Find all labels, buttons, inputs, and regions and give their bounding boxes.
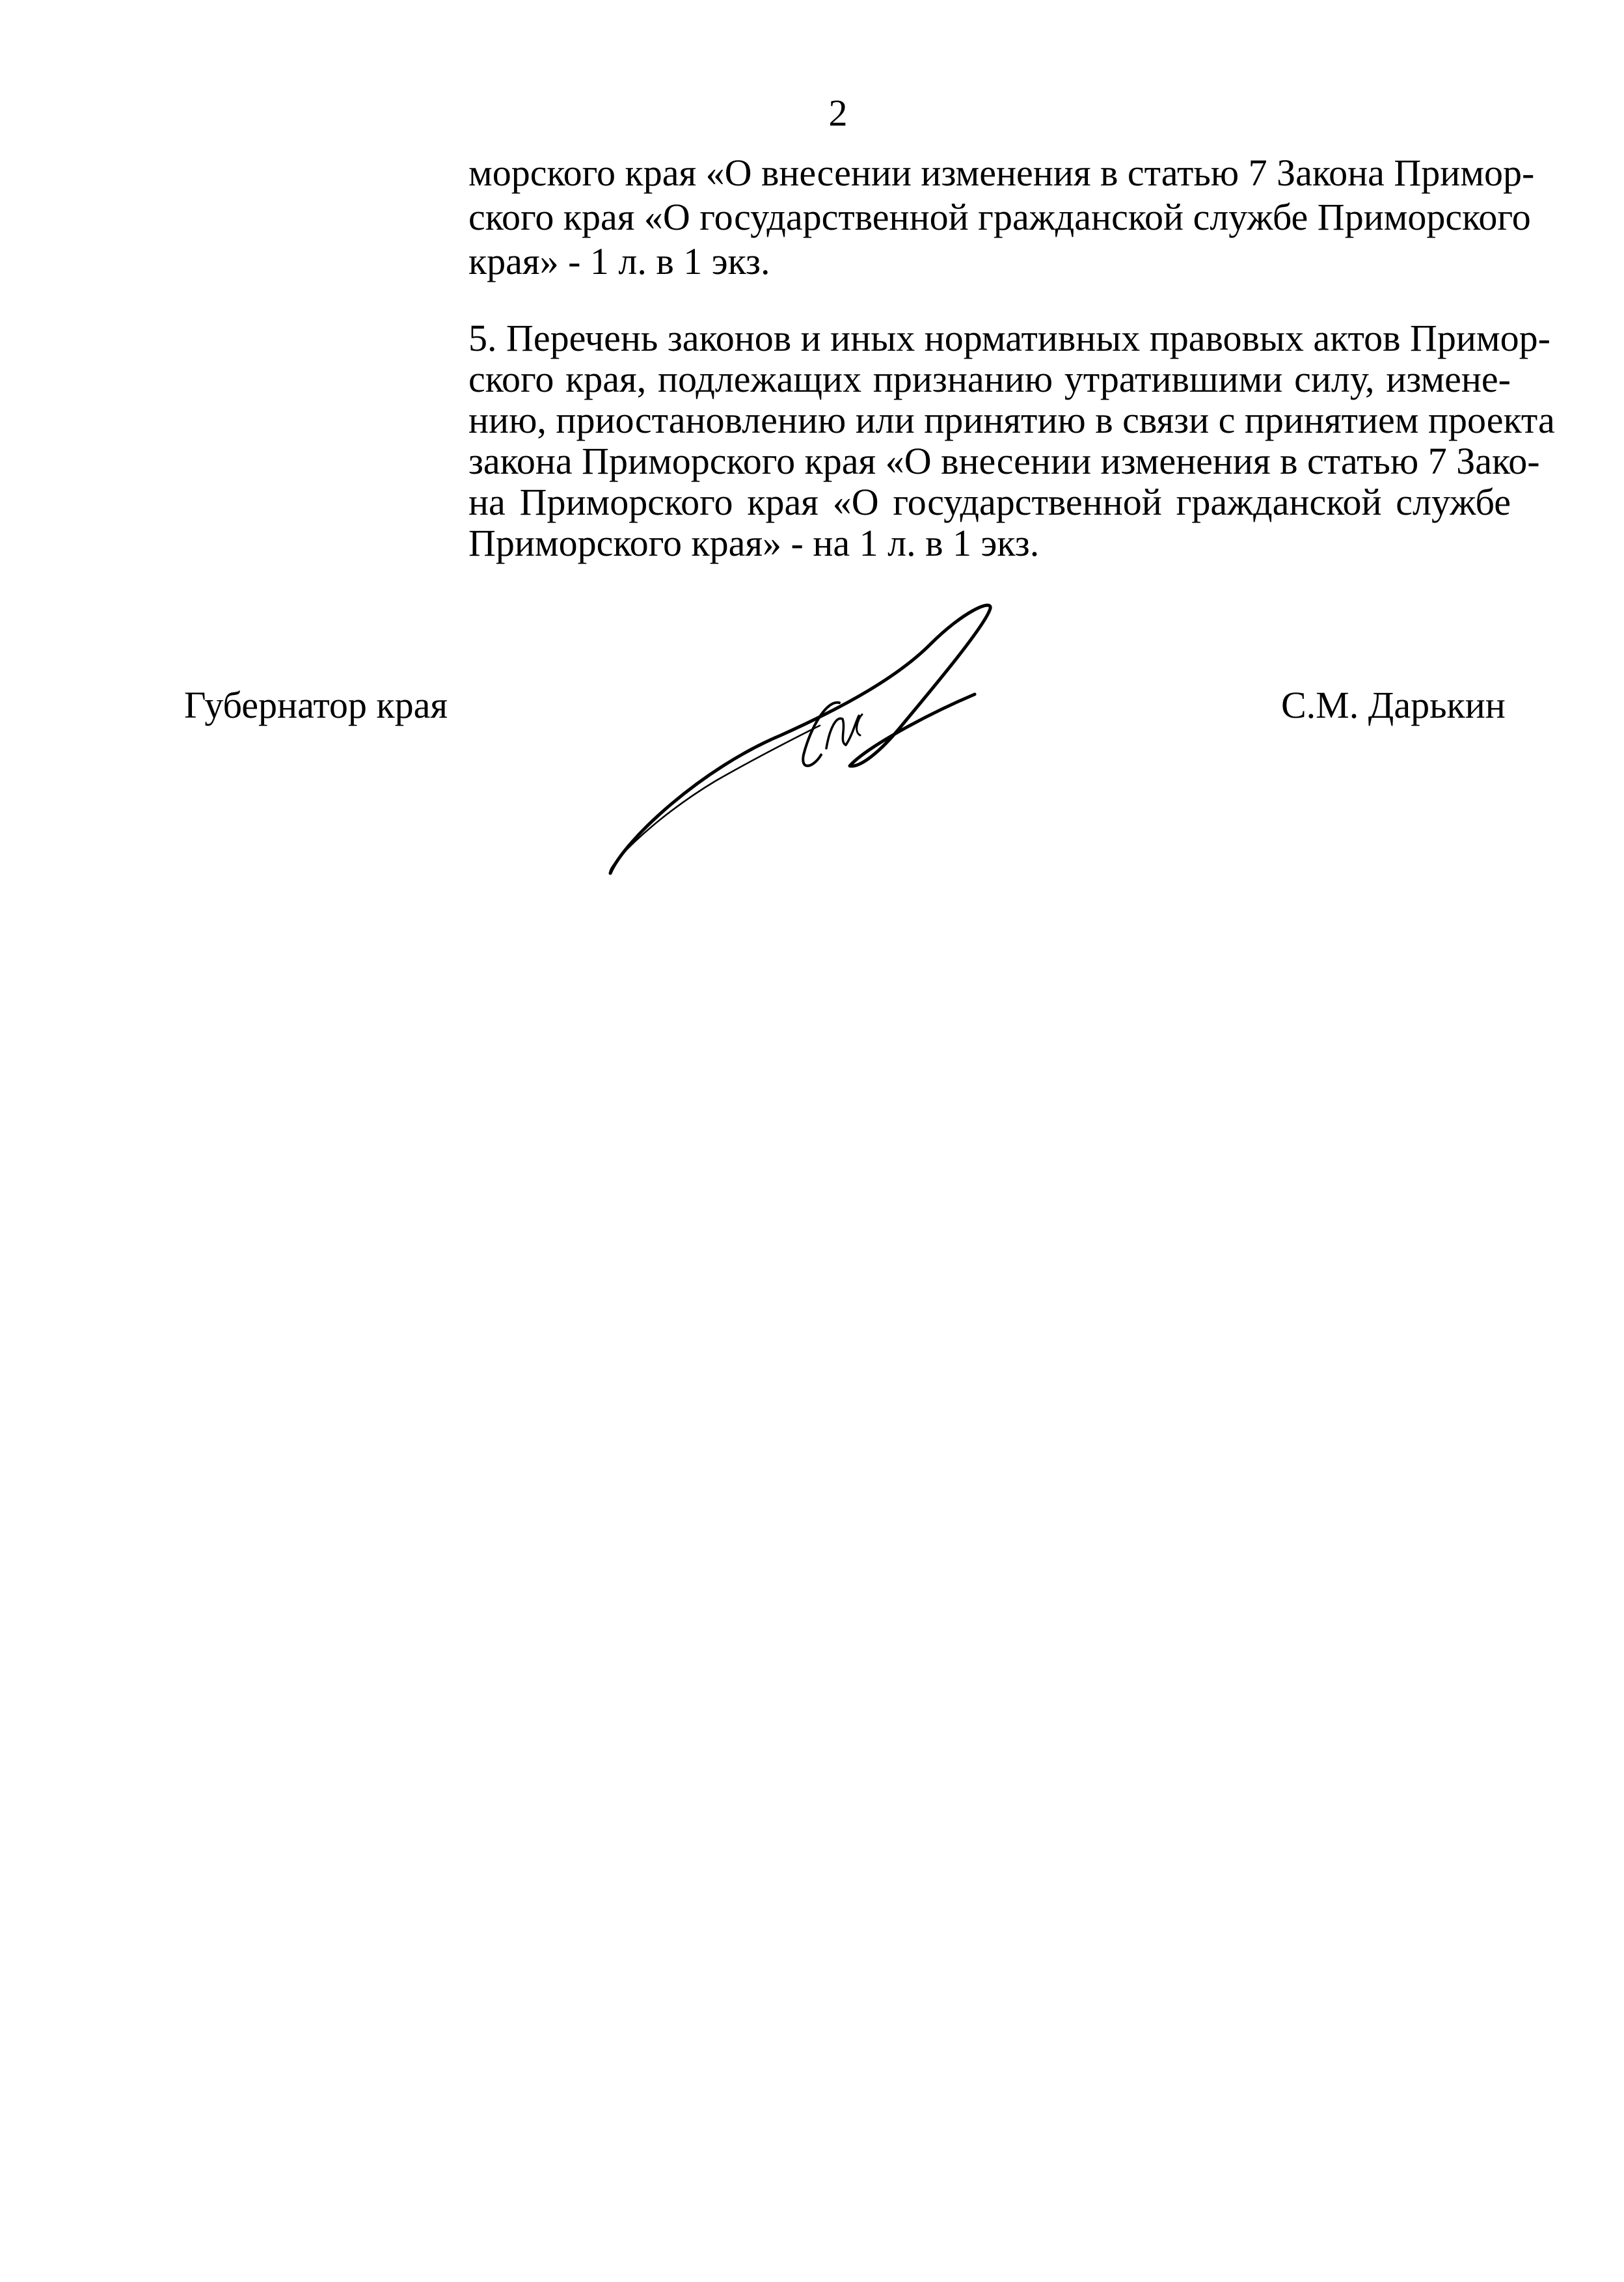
paragraph-item-5	[468, 317, 1555, 564]
text-line: нию, приостановлению или принятию в связи с принятием проекта	[468, 399, 1555, 441]
paragraph-continuation	[468, 151, 1535, 284]
signatory-name: С.М. Дарькин	[1281, 684, 1506, 726]
page-number: 2	[828, 92, 848, 134]
text-line: на Приморского края «О государственной гражданской службе	[468, 481, 1511, 523]
signatory-position: Губернатор края	[184, 684, 448, 726]
text-line: ского края «О государственной гражданской службе Приморского	[468, 196, 1531, 238]
text-line: ского края, подлежащих признанию утратившими силу, измене-	[468, 358, 1511, 400]
text-line: закона Приморского края «О внесении изменения в статью 7 Зако-	[468, 440, 1540, 482]
text-line: морского края «О внесении изменения в статью 7 Закона Примор-	[468, 152, 1535, 194]
text-line: 5. Перечень законов и иных нормативных правовых актов Примор-	[468, 317, 1550, 359]
text-line: Приморского края» - на 1 л. в 1 экз.	[468, 522, 1040, 564]
text-line: края» - 1 л. в 1 экз.	[468, 240, 770, 282]
